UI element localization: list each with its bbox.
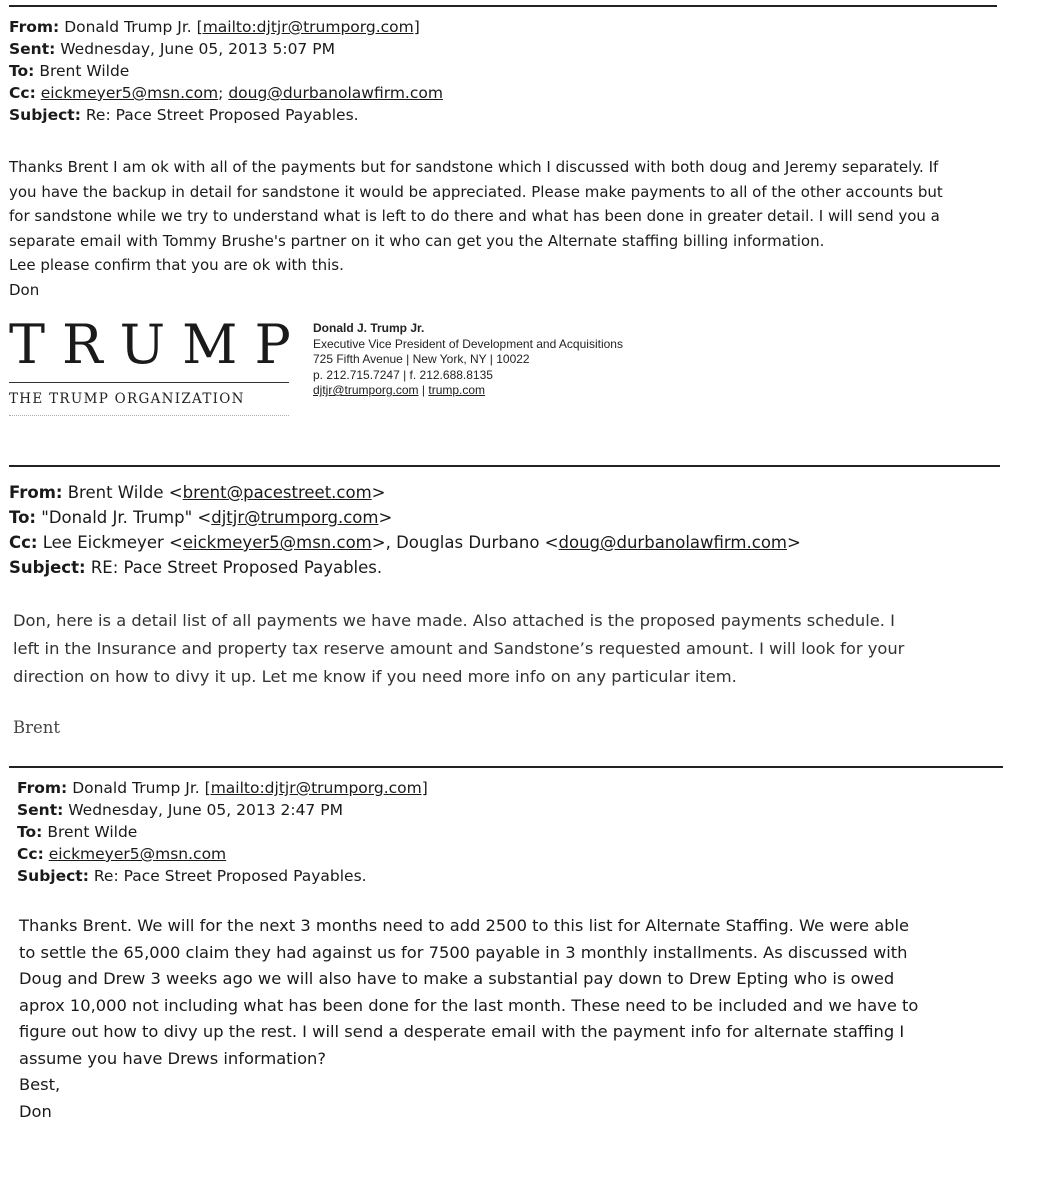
sent-label: Sent: — [9, 40, 56, 58]
from-name: Donald Trump Jr. — [64, 18, 192, 36]
logo-org-name: THE TRUMP ORGANIZATION — [9, 391, 245, 407]
body-line: assume you have Drews information? — [19, 1048, 326, 1068]
email1-cc-row — [9, 82, 443, 104]
body-line: separate email with Tommy Brushe's partner on it who can get you the Alternate staffing billing information. — [9, 231, 825, 250]
top-divider — [9, 5, 997, 7]
body-line: you have the backup in detail for sandstone it would be appreciated. Please make payments to all of the other accounts but — [9, 182, 943, 201]
from-label: From: — [9, 18, 60, 36]
email3-from-row — [17, 777, 428, 799]
email-divider — [9, 766, 1003, 768]
cc-close: > — [787, 533, 801, 552]
cc-link-eickmeyer[interactable]: eickmeyer5@msn.com — [40, 84, 219, 102]
from-label: From: — [17, 779, 68, 797]
signature-title: Executive Vice President of Development and Acquisitions — [313, 336, 623, 351]
to-value: Brent Wilde — [47, 823, 138, 841]
logo-rule — [9, 382, 289, 383]
signature-separator: | — [421, 383, 426, 397]
signature-phone: p. 212.715.7247 | f. 212.688.8135 — [313, 367, 493, 382]
email2-signoff: Brent — [13, 718, 61, 737]
to-email-link[interactable]: djtjr@trumporg.com — [211, 508, 379, 527]
to-value: "Donald Jr. Trump" < — [41, 508, 212, 527]
from-name: Donald Trump Jr. — [72, 779, 200, 797]
email3-body — [19, 913, 918, 1125]
email3-sent-row — [17, 799, 428, 821]
email3-header — [17, 777, 428, 887]
sent-value: Wednesday, June 05, 2013 2:47 PM — [68, 801, 343, 819]
email1-body — [9, 155, 943, 302]
to-close: > — [378, 508, 393, 527]
from-label: From: — [9, 483, 63, 502]
subject-label: Subject: — [17, 867, 89, 885]
cc-link-eickmeyer[interactable]: eickmeyer5@msn.com — [182, 533, 372, 552]
email3-to-row — [17, 821, 428, 843]
cc-label: Cc: — [9, 84, 36, 102]
subject-value: Re: Pace Street Proposed Payables. — [85, 106, 359, 124]
cc-label: Cc: — [17, 845, 44, 863]
trump-logo — [9, 313, 308, 417]
email3-subject-row — [17, 865, 428, 887]
email1-subject-row — [9, 104, 443, 126]
body-line: Thanks Brent I am ok with all of the payments but for sandstone which I discussed with both doug and Jeremy separately. If — [9, 158, 939, 176]
cc-label: Cc: — [9, 533, 38, 552]
body-line: Best, — [19, 1075, 61, 1094]
subject-value: RE: Pace Street Proposed Payables. — [90, 558, 383, 577]
cc-link-durbano[interactable]: doug@durbanolawfirm.com — [228, 84, 443, 102]
email2-cc-row — [9, 530, 801, 555]
body-line: direction on how to divy it up. Let me know if you need more info on any particular item. — [13, 667, 737, 686]
logo-dotted-line — [9, 415, 289, 417]
email2-header — [9, 480, 801, 580]
from-close: > — [371, 483, 386, 502]
from-mailto-link[interactable]: [mailto:djtjr@trumporg.com] — [196, 18, 420, 36]
email1-sent-row — [9, 38, 443, 60]
subject-label: Subject: — [9, 558, 86, 577]
email3-cc-row — [17, 843, 428, 865]
from-mailto-link[interactable]: [mailto:djtjr@trumporg.com] — [204, 779, 428, 797]
signature-block — [313, 321, 623, 399]
signature-email-link[interactable]: djtjr@trumporg.com — [313, 383, 419, 397]
body-line: Don, here is a detail list of all payments we have made. Also attached is the proposed payments schedule. I — [13, 611, 895, 630]
from-email-link[interactable]: brent@pacestreet.com — [182, 483, 372, 502]
cc-separator: ; — [218, 84, 224, 102]
body-line: Lee please confirm that you are ok with this. — [9, 256, 344, 274]
signature-web-link[interactable]: trump.com — [428, 383, 486, 397]
email2-to-row — [9, 505, 801, 530]
cc-link-durbano[interactable]: doug@durbanolawfirm.com — [558, 533, 787, 552]
body-line: left in the Insurance and property tax reserve amount and Sandstone’s requested amount. I will look for your — [13, 639, 905, 658]
body-line: to settle the 65,000 claim they had against us for 7500 payable in 3 monthly installments. As discussed with — [19, 942, 908, 962]
signature-name: Donald J. Trump Jr. — [313, 321, 425, 335]
from-value: Brent Wilde < — [67, 483, 183, 502]
email1-header — [9, 16, 443, 126]
signature-links — [313, 383, 623, 399]
signature-address: 725 Fifth Avenue | New York, NY | 10022 — [313, 352, 530, 366]
body-line: figure out how to divy up the rest. I will send a desperate email with the payment info for alternate staffing I — [19, 1022, 905, 1041]
cc-value1: Lee Eickmeyer < — [42, 533, 183, 552]
subject-label: Subject: — [9, 106, 81, 124]
to-label: To: — [17, 823, 43, 841]
subject-value: Re: Pace Street Proposed Payables. — [93, 867, 367, 885]
body-line: Don — [9, 280, 40, 299]
email-divider — [9, 465, 1000, 467]
to-label: To: — [9, 62, 35, 80]
body-line: for sandstone while we try to understand what is left to do there and what has been done in greater detail. I will send you a — [9, 207, 940, 225]
cc-link-eickmeyer[interactable]: eickmeyer5@msn.com — [48, 845, 227, 863]
email2-subject-row — [9, 555, 801, 580]
cc-value2: >, Douglas Durbano < — [371, 533, 559, 552]
email2-body — [13, 607, 904, 691]
body-line: Don — [19, 1101, 52, 1121]
body-line: Doug and Drew 3 weeks ago we will also have to make a substantial pay down to Drew Epting who is owed — [19, 969, 895, 988]
sent-label: Sent: — [17, 801, 64, 819]
email1-to-row — [9, 60, 443, 82]
body-line: Thanks Brent. We will for the next 3 months need to add 2500 to this list for Alternate Staffing. We were able — [19, 916, 910, 935]
email2-from-row — [9, 480, 801, 505]
email1-from-row — [9, 16, 443, 38]
logo-wordmark: TRUMP — [9, 313, 308, 376]
to-value: Brent Wilde — [39, 62, 130, 80]
sent-value: Wednesday, June 05, 2013 5:07 PM — [60, 40, 335, 58]
body-line: aprox 10,000 not including what has been done for the last month. These need to be included and we have to — [19, 995, 919, 1015]
to-label: To: — [9, 508, 36, 527]
